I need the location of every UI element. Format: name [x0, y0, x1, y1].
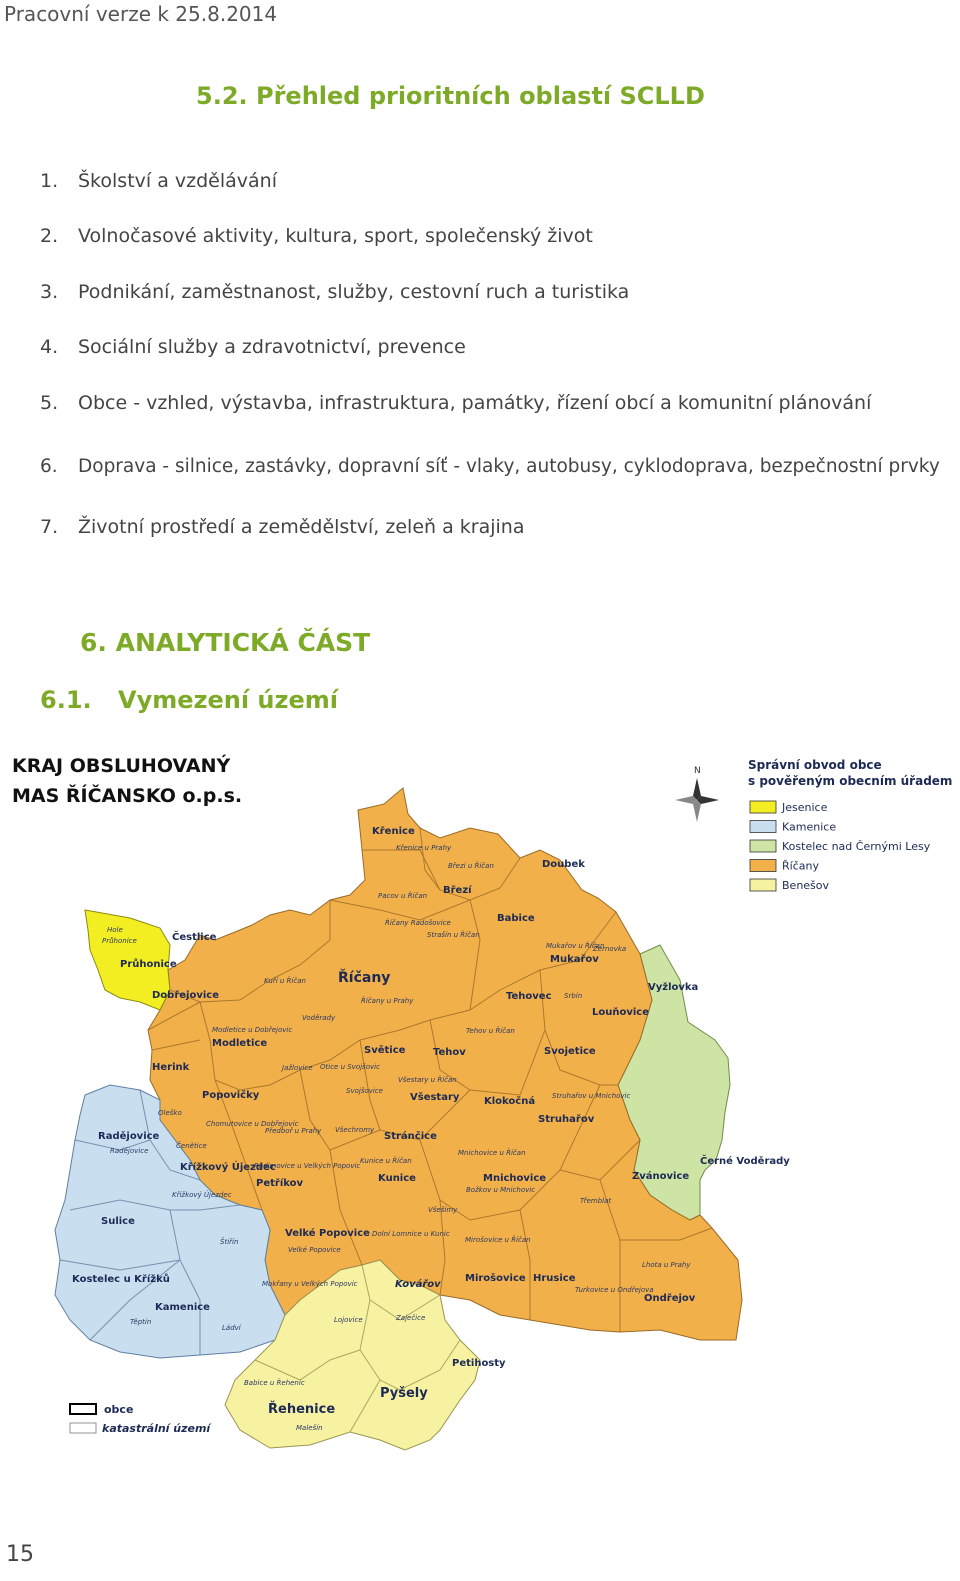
cadastral-label: Struhařov u Mnichovic [552, 1092, 631, 1100]
legend-swatch [750, 801, 776, 813]
cadastral-label: Velké Popovice [288, 1246, 341, 1254]
cadastral-label: Oleško [158, 1109, 182, 1117]
municipality-label: Zvánovice [632, 1171, 690, 1182]
priority-item: 7. Životní prostředí a zemědělství, zeleň a krajina [40, 516, 525, 538]
municipality-label: Doubek [542, 859, 585, 870]
municipality-label: Černé Voděrady [700, 1156, 790, 1167]
municipality-label: Čestlice [172, 932, 217, 943]
cadastral-label: Mirošovice u Říčan [465, 1236, 531, 1244]
cadastral-label: Božkov u Mnichovic [466, 1186, 536, 1194]
cadastral-label: Říčany u Prahy [361, 997, 414, 1005]
legend-katastralni: katastrální území [102, 1422, 211, 1435]
cadastral-label: Březí u Říčan [448, 862, 494, 870]
cadastral-label: Strašín u Říčan [427, 931, 480, 939]
legend-title-line1: Správní obvod obce [748, 758, 882, 772]
cadastral-label: Modletice u Dobřejovic [212, 1026, 293, 1034]
legend-swatch [750, 821, 776, 833]
cadastral-label: Chomutovice u Dobřejovic [206, 1120, 299, 1128]
municipality-label: Stránčice [384, 1131, 437, 1142]
legend-label: Jesenice [782, 801, 828, 814]
municipality-label: Hrusice [533, 1273, 576, 1284]
cadastral-label: Mokřany u Velkých Popovic [262, 1280, 358, 1288]
cadastral-label: Radějovice [110, 1147, 149, 1155]
cadastral-label: Všechromy [335, 1126, 375, 1134]
municipality-label: Modletice [212, 1038, 268, 1049]
cadastral-label: Třemblat [580, 1197, 612, 1205]
cadastral-label: Předboř u Prahy [265, 1127, 322, 1135]
page-header: Pracovní verze k 25.8.2014 [4, 2, 278, 26]
priority-item: 5. Obce - vzhled, výstavba, infrastruktura, památky, řízení obcí a komunitní plánování [40, 392, 872, 414]
municipality-label: Mukařov [550, 954, 599, 965]
chapter-heading: 6. ANALYTICKÁ ČÁST [80, 628, 371, 657]
legend-swatch [750, 840, 776, 852]
legend-label: Benešov [782, 879, 830, 892]
north-arrow-icon [675, 766, 719, 822]
cadastral-label: Všestary u Říčan [398, 1076, 457, 1084]
cadastral-label: Dolní Lomnice u Kunic [372, 1230, 450, 1238]
cadastral-label: Svojšovice [346, 1087, 383, 1095]
cadastral-label: Čenětice [176, 1142, 207, 1150]
cadastral-label: Žernovka [593, 945, 627, 953]
municipality-label: Petihosty [452, 1358, 506, 1369]
priority-item: 2. Volnočasové aktivity, kultura, sport, společenský život [40, 225, 593, 247]
municipality-label: Tehov [433, 1047, 466, 1058]
municipality-label: Velké Popovice [285, 1228, 370, 1239]
municipality-label: Dobřejovice [152, 990, 219, 1001]
cadastral-label: Otice u Svojšovic [320, 1063, 380, 1071]
cadastral-label: Průhonice [102, 937, 137, 945]
cadastral-label: Turkovice u Ondřejova [575, 1286, 654, 1294]
municipality-label: Průhonice [120, 959, 177, 970]
priority-item: 6. Doprava - silnice, zastávky, dopravní síť - vlaky, autobusy, cyklodoprava, bezpečnostní prvky [40, 456, 940, 477]
municipality-label: Vyžlovka [648, 982, 699, 993]
priority-item: 3. Podnikání, zaměstnanost, služby, cestovní ruch a turistika [40, 281, 630, 303]
municipality-label: Křížkový Újezdec [180, 1162, 276, 1173]
cadastral-label: Radimovice u Velkých Popovic [254, 1162, 361, 1170]
cadastral-label: Jažlovice [282, 1064, 313, 1072]
cadastral-label: Lhota u Prahy [642, 1261, 691, 1269]
map-title-line2: MAS ŘÍČANSKO o.p.s. [12, 785, 243, 807]
municipality-label: Říčany [338, 970, 391, 986]
cadastral-label: Kuří u Říčan [264, 977, 306, 985]
legend-label: Říčany [782, 859, 819, 873]
cadastral-label: Malešín [296, 1424, 323, 1432]
cadastral-label: Říčany Radošovice [385, 919, 451, 927]
page-number: 15 [6, 1542, 34, 1567]
municipality-label: Louňovice [592, 1007, 650, 1018]
cadastral-label: Pacov u Říčan [378, 892, 428, 900]
cadastral-label: Zaječice [396, 1314, 426, 1322]
legend-swatch [750, 879, 776, 891]
priority-item: 4. Sociální služby a zdravotnictví, prevence [40, 336, 466, 358]
municipality-label: Popovičky [202, 1090, 260, 1101]
legend-obce: obce [104, 1403, 134, 1416]
municipality-label: Světice [364, 1045, 406, 1056]
subsection-heading: 6.1. Vymezení území [40, 686, 338, 714]
legend-swatch [750, 860, 776, 872]
priority-item: 1. Školství a vzdělávání [40, 170, 277, 192]
municipality-label: Kovářov [395, 1279, 441, 1290]
cadastral-label: Lojovice [334, 1316, 363, 1324]
cadastral-label: Všešimy [428, 1206, 458, 1214]
cadastral-label: Voděrady [302, 1014, 336, 1022]
municipality-label: Kostelec u Křížků [72, 1274, 170, 1285]
municipality-label: Tehovec [506, 991, 552, 1002]
legend-title-line2: s pověřeným obecním úřadem [748, 774, 953, 788]
municipality-label: Kunice [378, 1173, 416, 1184]
municipality-label: Všestary [410, 1092, 460, 1103]
legend-label: Kamenice [782, 820, 837, 834]
cadastral-label: Těptín [130, 1318, 152, 1326]
cadastral-label: Tehov u Říčan [466, 1027, 515, 1035]
map-title-line1: KRAJ OBSLUHOVANÝ [12, 755, 231, 777]
municipality-label: Křenice [372, 826, 415, 837]
municipality-label: Svojetice [544, 1046, 596, 1057]
municipality-label: Struhařov [538, 1114, 595, 1125]
cadastral-label: Štiřín [220, 1238, 239, 1246]
legend-label: Kostelec nad Černými Lesy [782, 840, 931, 853]
municipality-label: Petříkov [256, 1178, 304, 1189]
cadastral-label: Křížkový Újezdec [172, 1191, 232, 1199]
north-label: N [694, 766, 701, 776]
map-legend [748, 758, 952, 892]
municipality-label: Mirošovice [465, 1273, 526, 1284]
municipality-label: Radějovice [98, 1131, 160, 1142]
cadastral-label: Mnichovice u Říčan [458, 1149, 526, 1157]
cadastral-label: Mukařov u Říčan [546, 942, 605, 950]
municipality-label: Kamenice [155, 1302, 210, 1313]
cadastral-label: Ládví [222, 1324, 241, 1332]
region-map [0, 740, 960, 1500]
municipality-label: Herink [152, 1062, 190, 1073]
boundary-legend [70, 1403, 212, 1435]
municipality-label: Ondřejov [644, 1293, 696, 1304]
municipality-label: Klokočná [484, 1096, 536, 1107]
cadastral-label: Hole [107, 926, 123, 934]
section-heading: 5.2. Přehled prioritních oblastí SCLLD [196, 82, 705, 110]
cadastral-label: Babice u Řehenic [244, 1379, 305, 1387]
cadastral-label: Srbín [564, 992, 583, 1000]
municipality-label: Březí [443, 885, 472, 896]
municipality-label: Pyšely [380, 1386, 428, 1401]
cadastral-label: Kunice u Říčan [360, 1157, 412, 1165]
cadastral-label: Křenice u Prahy [396, 844, 452, 852]
municipality-label: Řehenice [268, 1402, 336, 1417]
municipality-label: Babice [497, 913, 535, 924]
municipality-label: Mnichovice [483, 1173, 547, 1184]
municipality-label: Sulice [101, 1216, 135, 1227]
